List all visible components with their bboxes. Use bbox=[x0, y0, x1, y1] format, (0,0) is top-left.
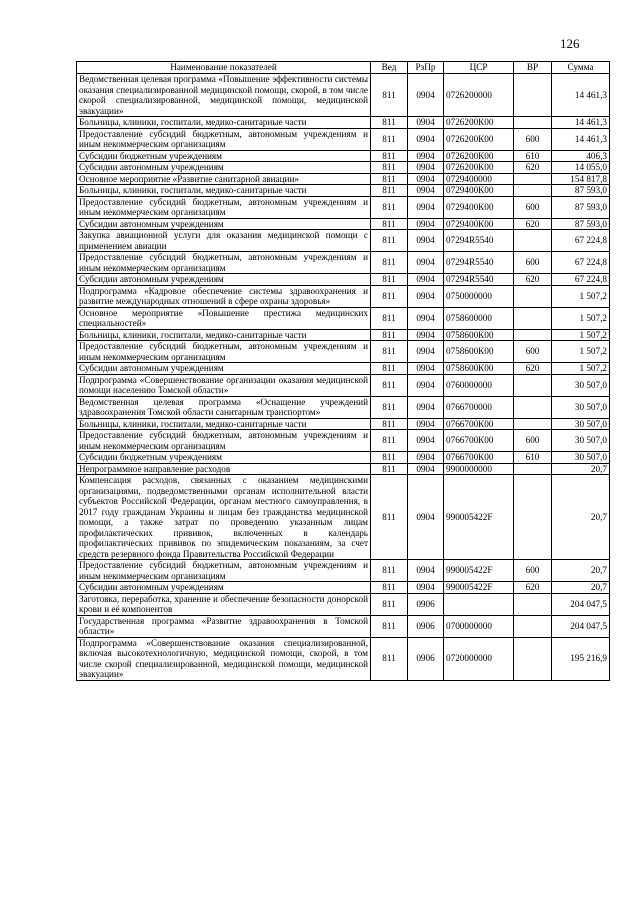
table-row bbox=[77, 363, 610, 375]
cell-sum: 14 461,3 bbox=[552, 128, 610, 150]
table-row bbox=[77, 374, 610, 396]
cell-vr bbox=[514, 230, 552, 252]
cell-csr: 0729400000 bbox=[444, 173, 514, 185]
cell-rzpr: 0904 bbox=[408, 173, 444, 185]
cell-name: Непрограммное направление расходов bbox=[77, 463, 371, 475]
cell-name: Больницы, клиники, госпитали, медико-санитарные части bbox=[77, 117, 371, 129]
table-row bbox=[77, 128, 610, 150]
cell-vr bbox=[514, 615, 552, 637]
cell-ved: 811 bbox=[371, 307, 408, 329]
cell-sum: 14 461,3 bbox=[552, 117, 610, 129]
cell-sum: 204 047,5 bbox=[552, 593, 610, 615]
cell-name: Больницы, клиники, госпитали, медико-санитарные части bbox=[77, 418, 371, 430]
cell-name: Подпрограмма «Совершенствование организации оказания медицинской помощи населению Томской области» bbox=[77, 374, 371, 396]
table-row bbox=[77, 452, 610, 464]
cell-sum: 1 507,2 bbox=[552, 341, 610, 363]
cell-ved: 811 bbox=[371, 196, 408, 218]
cell-vr bbox=[514, 418, 552, 430]
cell-ved: 811 bbox=[371, 218, 408, 230]
cell-rzpr: 0904 bbox=[408, 430, 444, 452]
cell-sum: 406,3 bbox=[552, 150, 610, 162]
cell-csr: 07294R5540 bbox=[444, 252, 514, 274]
cell-sum: 30 507,0 bbox=[552, 396, 610, 418]
cell-sum: 14 461,3 bbox=[552, 74, 610, 117]
table-row bbox=[77, 418, 610, 430]
cell-rzpr: 0904 bbox=[408, 196, 444, 218]
cell-vr: 620 bbox=[514, 363, 552, 375]
cell-vr bbox=[514, 285, 552, 307]
table-row bbox=[77, 162, 610, 174]
cell-vr bbox=[514, 593, 552, 615]
cell-rzpr: 0904 bbox=[408, 162, 444, 174]
cell-ved: 811 bbox=[371, 637, 408, 680]
cell-name: Подпрограмма «Кадровое обеспечение системы здравоохранения и развитие международных отношений в сфере охраны здоровья» bbox=[77, 285, 371, 307]
table-row bbox=[77, 307, 610, 329]
cell-ved: 811 bbox=[371, 329, 408, 341]
cell-vr bbox=[514, 374, 552, 396]
table-row bbox=[77, 593, 610, 615]
page-number: 126 bbox=[560, 36, 580, 51]
cell-ved: 811 bbox=[371, 475, 408, 560]
table-row bbox=[77, 74, 610, 117]
table-row bbox=[77, 582, 610, 594]
cell-ved: 811 bbox=[371, 615, 408, 637]
cell-csr: 990005422F bbox=[444, 582, 514, 594]
cell-name: Заготовка, переработка, хранение и обеспечение безопасности донорской крови и её компонентов bbox=[77, 593, 371, 615]
cell-csr: 0700000000 bbox=[444, 615, 514, 637]
cell-ved: 811 bbox=[371, 452, 408, 464]
table-row bbox=[77, 637, 610, 680]
cell-rzpr: 0904 bbox=[408, 74, 444, 117]
cell-vr: 620 bbox=[514, 582, 552, 594]
cell-csr: 0726200К00 bbox=[444, 162, 514, 174]
cell-csr: 0729400К00 bbox=[444, 218, 514, 230]
cell-vr bbox=[514, 463, 552, 475]
cell-csr: 0726200К00 bbox=[444, 128, 514, 150]
cell-sum: 20,7 bbox=[552, 475, 610, 560]
cell-rzpr: 0904 bbox=[408, 150, 444, 162]
cell-rzpr: 0904 bbox=[408, 329, 444, 341]
cell-csr: 0758600К00 bbox=[444, 363, 514, 375]
cell-name: Основное мероприятие «Повышение престижа медицинских специальностей» bbox=[77, 307, 371, 329]
cell-rzpr: 0906 bbox=[408, 615, 444, 637]
cell-ved: 811 bbox=[371, 418, 408, 430]
table-row bbox=[77, 117, 610, 129]
cell-rzpr: 0904 bbox=[408, 374, 444, 396]
cell-sum: 87 593,0 bbox=[552, 196, 610, 218]
cell-vr: 610 bbox=[514, 150, 552, 162]
cell-name: Субсидии бюджетным учреждениям bbox=[77, 150, 371, 162]
cell-rzpr: 0904 bbox=[408, 560, 444, 582]
cell-name: Компенсация расходов, связанных с оказанием медицинскими организациями, подведомственными органам исполнительной власти субъектов Российской Федерации, органам местного самоуправления, в 2017 году гражданам Украины и лицам без гражданства медицинской помощи, а также затрат по проведению указанным лицам профилактических прививок, включенных в календарь профилактических прививок по эпидемическим показаниям, за счет средств резервного фонда Правительства Российской Федерации bbox=[77, 475, 371, 560]
cell-vr bbox=[514, 117, 552, 129]
cell-name: Основное мероприятие «Развитие санитарной авиации» bbox=[77, 173, 371, 185]
cell-name: Субсидии бюджетным учреждениям bbox=[77, 452, 371, 464]
cell-name: Субсидии автономным учреждениям bbox=[77, 363, 371, 375]
cell-ved: 811 bbox=[371, 230, 408, 252]
cell-vr: 610 bbox=[514, 452, 552, 464]
cell-csr: 0729400К00 bbox=[444, 196, 514, 218]
cell-name: Субсидии автономным учреждениям bbox=[77, 582, 371, 594]
table-row bbox=[77, 615, 610, 637]
cell-rzpr: 0904 bbox=[408, 128, 444, 150]
cell-sum: 154 817,8 bbox=[552, 173, 610, 185]
cell-ved: 811 bbox=[371, 252, 408, 274]
cell-ved: 811 bbox=[371, 374, 408, 396]
cell-rzpr: 0904 bbox=[408, 396, 444, 418]
cell-name: Субсидии автономным учреждениям bbox=[77, 162, 371, 174]
table-row bbox=[77, 218, 610, 230]
cell-vr bbox=[514, 307, 552, 329]
cell-rzpr: 0904 bbox=[408, 463, 444, 475]
table-header-row bbox=[77, 62, 610, 74]
cell-ved: 811 bbox=[371, 173, 408, 185]
cell-sum: 195 216,9 bbox=[552, 637, 610, 680]
cell-sum: 30 507,0 bbox=[552, 374, 610, 396]
cell-sum: 30 507,0 bbox=[552, 430, 610, 452]
cell-ved: 811 bbox=[371, 582, 408, 594]
cell-ved: 811 bbox=[371, 430, 408, 452]
table-row bbox=[77, 196, 610, 218]
cell-csr: 0766700К00 bbox=[444, 452, 514, 464]
cell-ved: 811 bbox=[371, 117, 408, 129]
cell-rzpr: 0904 bbox=[408, 117, 444, 129]
cell-rzpr: 0904 bbox=[408, 230, 444, 252]
table-row bbox=[77, 173, 610, 185]
cell-vr bbox=[514, 173, 552, 185]
cell-rzpr: 0904 bbox=[408, 418, 444, 430]
cell-vr bbox=[514, 185, 552, 197]
cell-name: Предоставление субсидий бюджетным, автономным учреждениям и иным некоммерческим организациям bbox=[77, 252, 371, 274]
cell-sum: 67 224,8 bbox=[552, 274, 610, 286]
cell-csr: 0726200К00 bbox=[444, 117, 514, 129]
cell-vr: 620 bbox=[514, 274, 552, 286]
cell-sum: 67 224,8 bbox=[552, 252, 610, 274]
cell-csr: 0720000000 bbox=[444, 637, 514, 680]
table-row bbox=[77, 230, 610, 252]
table-row bbox=[77, 150, 610, 162]
cell-sum: 20,7 bbox=[552, 582, 610, 594]
cell-sum: 1 507,2 bbox=[552, 307, 610, 329]
cell-name: Субсидии автономным учреждениям bbox=[77, 218, 371, 230]
cell-ved: 811 bbox=[371, 363, 408, 375]
cell-name: Подпрограмма «Совершенствование оказания специализированной, включая высокотехнологичную, медицинской помощи, скорой, в том числе скорой специализированной, медицинской помощи, медицинской эвакуации» bbox=[77, 637, 371, 680]
column-header-csr: ЦСР bbox=[444, 62, 514, 74]
cell-rzpr: 0904 bbox=[408, 274, 444, 286]
table-row bbox=[77, 341, 610, 363]
cell-name: Субсидии автономным учреждениям bbox=[77, 274, 371, 286]
cell-csr: 0750000000 bbox=[444, 285, 514, 307]
cell-vr: 600 bbox=[514, 430, 552, 452]
cell-csr: 990005422F bbox=[444, 560, 514, 582]
cell-ved: 811 bbox=[371, 593, 408, 615]
cell-rzpr: 0904 bbox=[408, 218, 444, 230]
cell-vr bbox=[514, 475, 552, 560]
cell-name: Закупка авиационной услуги для оказания медицинской помощи с применением авиации bbox=[77, 230, 371, 252]
cell-name: Предоставление субсидий бюджетным, автономным учреждениям и иным некоммерческим организациям bbox=[77, 560, 371, 582]
cell-sum: 30 507,0 bbox=[552, 452, 610, 464]
table-row bbox=[77, 475, 610, 560]
cell-sum: 20,7 bbox=[552, 560, 610, 582]
cell-ved: 811 bbox=[371, 341, 408, 363]
cell-name: Больницы, клиники, госпитали, медико-санитарные части bbox=[77, 185, 371, 197]
cell-sum: 87 593,0 bbox=[552, 218, 610, 230]
cell-rzpr: 0904 bbox=[408, 475, 444, 560]
cell-rzpr: 0906 bbox=[408, 593, 444, 615]
table-row bbox=[77, 329, 610, 341]
cell-csr: 0758600000 bbox=[444, 307, 514, 329]
cell-name: Государственная программа «Развитие здравоохранения в Томской области» bbox=[77, 615, 371, 637]
column-header-name: Наименование показателей bbox=[77, 62, 371, 74]
cell-csr: 0766700К00 bbox=[444, 430, 514, 452]
cell-rzpr: 0904 bbox=[408, 307, 444, 329]
cell-ved: 811 bbox=[371, 162, 408, 174]
cell-vr: 600 bbox=[514, 128, 552, 150]
cell-vr: 620 bbox=[514, 218, 552, 230]
cell-rzpr: 0906 bbox=[408, 637, 444, 680]
cell-name: Больницы, клиники, госпитали, медико-санитарные части bbox=[77, 329, 371, 341]
cell-csr: 9900000000 bbox=[444, 463, 514, 475]
cell-rzpr: 0904 bbox=[408, 252, 444, 274]
cell-sum: 1 507,2 bbox=[552, 285, 610, 307]
column-header-sum: Сумма bbox=[552, 62, 610, 74]
cell-ved: 811 bbox=[371, 463, 408, 475]
table-row bbox=[77, 285, 610, 307]
cell-sum: 30 507,0 bbox=[552, 418, 610, 430]
cell-name: Предоставление субсидий бюджетным, автономным учреждениям и иным некоммерческим организациям bbox=[77, 341, 371, 363]
table-row bbox=[77, 463, 610, 475]
cell-name: Ведомственная целевая программа «Повышение эффективности системы оказания специализированной медицинской помощи, скорой, в том числе скорой специализированной, медицинской помощи, медицинской эвакуации» bbox=[77, 74, 371, 117]
cell-ved: 811 bbox=[371, 396, 408, 418]
cell-csr: 990005422F bbox=[444, 475, 514, 560]
column-header-vr: ВР bbox=[514, 62, 552, 74]
cell-sum: 1 507,2 bbox=[552, 329, 610, 341]
cell-sum: 14 055,0 bbox=[552, 162, 610, 174]
table-row bbox=[77, 430, 610, 452]
cell-csr: 07294R5540 bbox=[444, 230, 514, 252]
cell-name: Предоставление субсидий бюджетным, автономным учреждениям и иным некоммерческим организациям bbox=[77, 196, 371, 218]
cell-vr bbox=[514, 637, 552, 680]
cell-ved: 811 bbox=[371, 285, 408, 307]
cell-csr: 0729400К00 bbox=[444, 185, 514, 197]
cell-ved: 811 bbox=[371, 560, 408, 582]
cell-rzpr: 0904 bbox=[408, 185, 444, 197]
column-header-ved: Вед bbox=[371, 62, 408, 74]
cell-csr: 0766700К00 bbox=[444, 418, 514, 430]
cell-vr bbox=[514, 329, 552, 341]
cell-vr bbox=[514, 396, 552, 418]
cell-vr: 620 bbox=[514, 162, 552, 174]
table-row bbox=[77, 396, 610, 418]
cell-name: Ведомственная целевая программа «Оснащение учреждений здравоохранения Томской области санитарным транспортом» bbox=[77, 396, 371, 418]
cell-rzpr: 0904 bbox=[408, 363, 444, 375]
budget-table bbox=[76, 61, 610, 681]
cell-csr: 0760000000 bbox=[444, 374, 514, 396]
cell-csr: 0726200000 bbox=[444, 74, 514, 117]
cell-sum: 67 224,8 bbox=[552, 230, 610, 252]
cell-ved: 811 bbox=[371, 74, 408, 117]
column-header-rzpr: РзПр bbox=[408, 62, 444, 74]
table-row bbox=[77, 274, 610, 286]
cell-name: Предоставление субсидий бюджетным, автономным учреждениям и иным некоммерческим организациям bbox=[77, 128, 371, 150]
cell-sum: 20,7 bbox=[552, 463, 610, 475]
cell-sum: 204 047,5 bbox=[552, 615, 610, 637]
cell-rzpr: 0904 bbox=[408, 341, 444, 363]
cell-sum: 87 593,0 bbox=[552, 185, 610, 197]
cell-csr: 0758600К00 bbox=[444, 341, 514, 363]
table-row bbox=[77, 560, 610, 582]
table-row bbox=[77, 252, 610, 274]
cell-csr bbox=[444, 593, 514, 615]
cell-ved: 811 bbox=[371, 128, 408, 150]
cell-ved: 811 bbox=[371, 150, 408, 162]
cell-ved: 811 bbox=[371, 274, 408, 286]
cell-rzpr: 0904 bbox=[408, 285, 444, 307]
cell-name: Предоставление субсидий бюджетным, автономным учреждениям и иным некоммерческим организациям bbox=[77, 430, 371, 452]
cell-csr: 0758600К00 bbox=[444, 329, 514, 341]
cell-vr: 600 bbox=[514, 196, 552, 218]
cell-vr: 600 bbox=[514, 560, 552, 582]
cell-ved: 811 bbox=[371, 185, 408, 197]
cell-rzpr: 0904 bbox=[408, 452, 444, 464]
table-row bbox=[77, 185, 610, 197]
cell-csr: 0726200К00 bbox=[444, 150, 514, 162]
cell-rzpr: 0904 bbox=[408, 582, 444, 594]
cell-vr: 600 bbox=[514, 252, 552, 274]
cell-vr: 600 bbox=[514, 341, 552, 363]
cell-vr bbox=[514, 74, 552, 117]
cell-sum: 1 507,2 bbox=[552, 363, 610, 375]
cell-csr: 07294R5540 bbox=[444, 274, 514, 286]
cell-csr: 0766700000 bbox=[444, 396, 514, 418]
